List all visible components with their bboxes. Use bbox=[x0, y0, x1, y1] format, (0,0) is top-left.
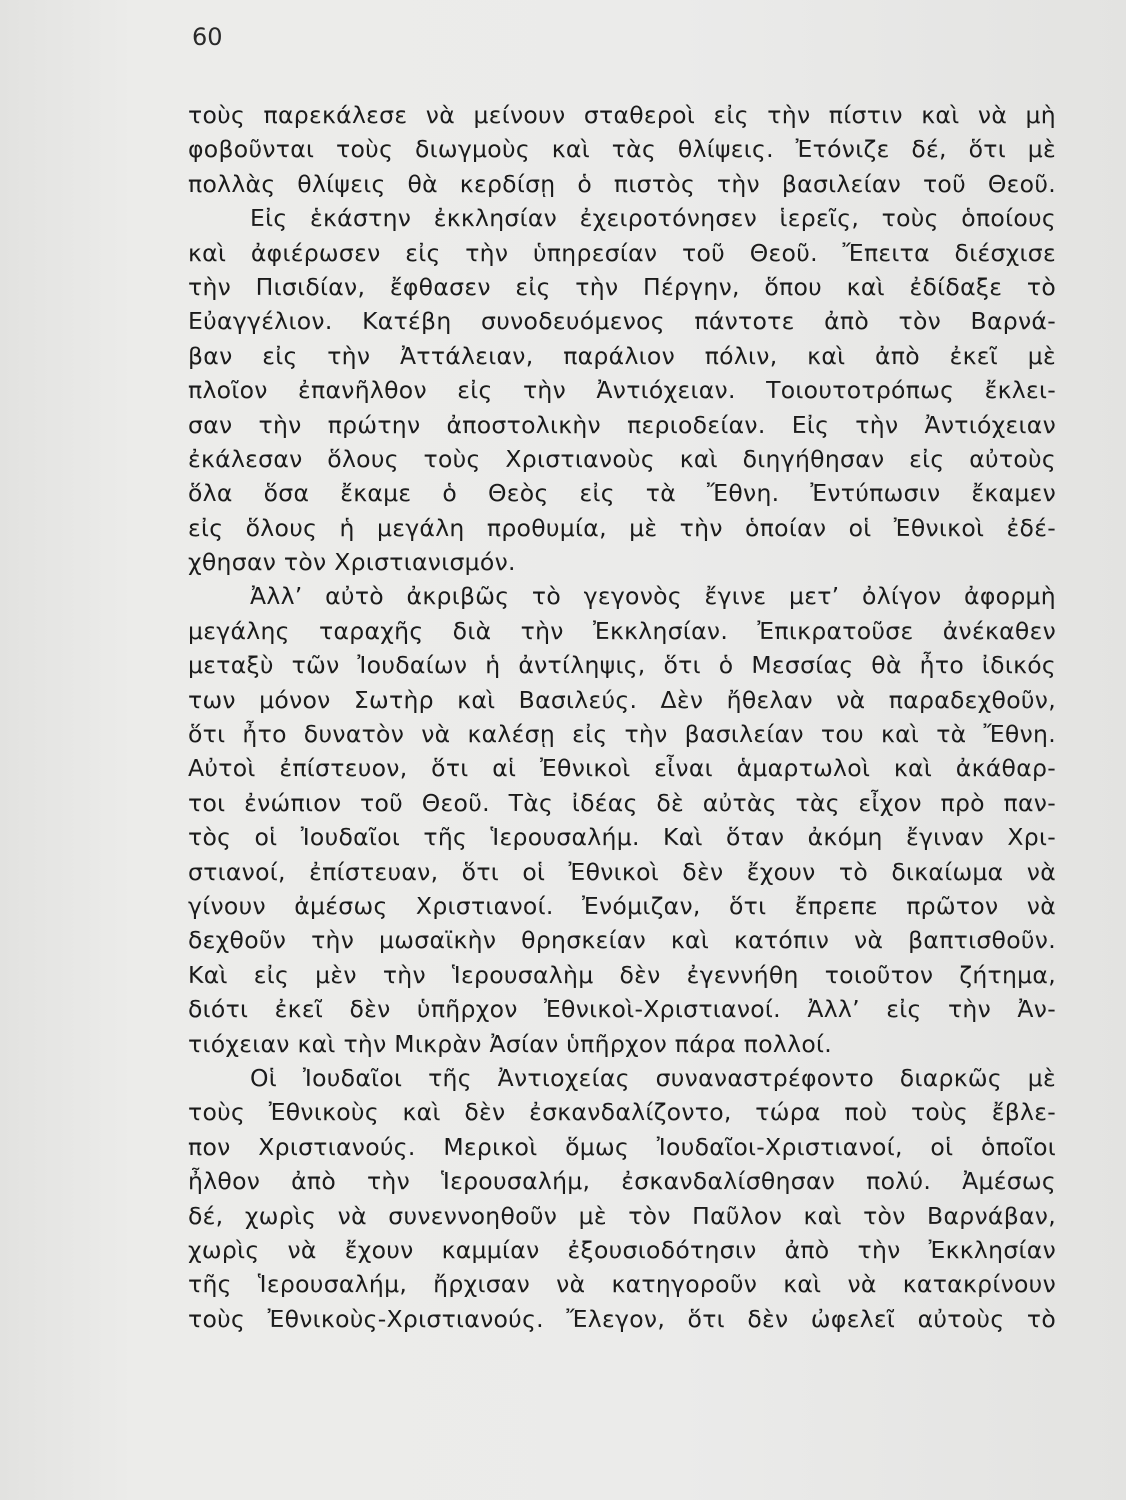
page-number: 60 bbox=[192, 23, 223, 51]
text-line: μεταξὺ τῶν Ἰουδαίων ἡ ἀντίληψις, ὅτι ὁ Μεσσίας θὰ ἦτο ἰδικός bbox=[188, 651, 1056, 680]
text-line: Καὶ εἰς μὲν τὴν Ἱερουσαλὴμ δὲν ἐγεννήθη τοιοῦτον ζήτημα, bbox=[188, 960, 1056, 989]
text-line: χωρὶς νὰ ἔχουν καμμίαν ἐξουσιοδότησιν ἀπὸ τὴν Ἐκκλησίαν bbox=[188, 1235, 1056, 1264]
text-line: δεχθοῦν τὴν μωσαϊκὴν θρησκείαν καὶ κατόπιν νὰ βαπτισθοῦν. bbox=[188, 926, 1056, 955]
text-line: τὸς οἱ Ἰουδαῖοι τῆς Ἱερουσαλήμ. Καὶ ὅταν ἀκόμη ἔγιναν Χρι- bbox=[188, 823, 1056, 852]
text-line: Εἰς ἑκάστην ἐκκλησίαν ἐχειροτόνησεν ἱερεῖς, τοὺς ὁποίους bbox=[250, 204, 1056, 233]
text-line: στιανοί, ἐπίστευαν, ὅτι οἱ Ἐθνικοὶ δὲν ἔχουν τὸ δικαίωμα νὰ bbox=[188, 857, 1056, 886]
text-line: των μόνον Σωτὴρ καὶ Βασιλεύς. Δὲν ἤθελαν νὰ παραδεχθοῦν, bbox=[188, 685, 1056, 714]
text-line: πολλὰς θλίψεις θὰ κερδίσῃ ὁ πιστὸς τὴν βασιλείαν τοῦ Θεοῦ. bbox=[188, 169, 1056, 198]
text-line: διότι ἐκεῖ δὲν ὑπῆρχον Ἐθνικοὶ-Χριστιανοί. Ἀλλ’ εἰς τὴν Ἀν- bbox=[188, 995, 1056, 1024]
text-line: Ἀλλ’ αὐτὸ ἀκριβῶς τὸ γεγονὸς ἔγινε μετ’ ὀλίγον ἀφορμὴ bbox=[250, 582, 1056, 611]
text-line: τοὺς παρεκάλεσε νὰ μείνουν σταθεροὶ εἰς τὴν πίστιν καὶ νὰ μὴ bbox=[188, 101, 1056, 129]
text-line: πον Χριστιανούς. Μερικοὶ ὅμως Ἰουδαῖοι-Χριστιανοί, οἱ ὁποῖοι bbox=[188, 1132, 1056, 1161]
text-line: Οἱ Ἰουδαῖοι τῆς Ἀντιοχείας συναναστρέφοντο διαρκῶς μὲ bbox=[250, 1063, 1056, 1092]
text-line: Αὐτοὶ ἐπίστευον, ὅτι αἱ Ἐθνικοὶ εἶναι ἁμαρτωλοὶ καὶ ἀκάθαρ- bbox=[188, 754, 1056, 783]
text-line: τιόχειαν καὶ τὴν Μικρὰν Ἀσίαν ὑπῆρχον πάρα πολλοί. bbox=[188, 1029, 833, 1058]
text-line: φοβοῦνται τοὺς διωγμοὺς καὶ τὰς θλίψεις. Ἐτόνιζε δέ, ὅτι μὲ bbox=[188, 135, 1056, 164]
text-line: ὅλα ὅσα ἔκαμε ὁ Θεὸς εἰς τὰ Ἔθνη. Ἐντύπωσιν ἔκαμεν bbox=[188, 479, 1056, 508]
text-line: τοὺς Ἐθνικοὺς καὶ δὲν ἐσκανδαλίζοντο, τώρα ποὺ τοὺς ἔβλε- bbox=[188, 1098, 1056, 1127]
text-line: τοι ἐνώπιον τοῦ Θεοῦ. Τὰς ἰδέας δὲ αὐτὰς τὰς εἶχον πρὸ παν- bbox=[188, 788, 1056, 817]
text-line: χθησαν τὸν Χριστιανισμόν. bbox=[188, 548, 516, 577]
text-line: ὅτι ἦτο δυνατὸν νὰ καλέσῃ εἰς τὴν βασιλείαν του καὶ τὰ Ἔθνη. bbox=[188, 720, 1056, 749]
text-line: ἦλθον ἀπὸ τὴν Ἱερουσαλήμ, ἐσκανδαλίσθησαν πολύ. Ἀμέσως bbox=[188, 1167, 1056, 1196]
text-line: τὴν Πισιδίαν, ἔφθασεν εἰς τὴν Πέργην, ὅπου καὶ ἐδίδαξε τὸ bbox=[188, 272, 1056, 301]
text-line: τοὺς Ἐθνικοὺς-Χριστιανούς. Ἔλεγον, ὅτι δὲν ὠφελεῖ αὐτοὺς τὸ bbox=[188, 1304, 1056, 1333]
text-line: ἐκάλεσαν ὅλους τοὺς Χριστιανοὺς καὶ διηγήθησαν εἰς αὐτοὺς bbox=[188, 444, 1056, 473]
text-line: τῆς Ἱερουσαλήμ, ἤρχισαν νὰ κατηγοροῦν καὶ νὰ κατακρίνουν bbox=[188, 1270, 1056, 1299]
text-line: γίνουν ἀμέσως Χριστιανοί. Ἐνόμιζαν, ὅτι ἔπρεπε πρῶτον νὰ bbox=[188, 891, 1056, 920]
body-text bbox=[188, 98, 1056, 1336]
text-line: πλοῖον ἐπανῆλθον εἰς τὴν Ἀντιόχειαν. Τοιουτοτρόπως ἔκλει- bbox=[188, 376, 1056, 405]
text-line: Εὐαγγέλιον. Κατέβη συνοδευόμενος πάντοτε ἀπὸ τὸν Βαρνά- bbox=[188, 307, 1056, 336]
text-line: μεγάλης ταραχῆς διὰ τὴν Ἐκκλησίαν. Ἐπικρατοῦσε ἀνέκαθεν bbox=[188, 616, 1056, 645]
text-line: δέ, χωρὶς νὰ συνεννοηθοῦν μὲ τὸν Παῦλον καὶ τὸν Βαρνάβαν, bbox=[188, 1201, 1056, 1230]
text-line: βαν εἰς τὴν Ἀττάλειαν, παράλιον πόλιν, καὶ ἀπὸ ἐκεῖ μὲ bbox=[188, 341, 1056, 370]
text-line: καὶ ἀφιέρωσεν εἰς τὴν ὑπηρεσίαν τοῦ Θεοῦ. Ἔπειτα διέσχισε bbox=[188, 238, 1056, 267]
text-line: εἰς ὅλους ἡ μεγάλη προθυμία, μὲ τὴν ὁποίαν οἱ Ἐθνικοὶ ἐδέ- bbox=[188, 513, 1056, 542]
text-line: σαν τὴν πρώτην ἀποστολικὴν περιοδείαν. Εἰς τὴν Ἀντιόχειαν bbox=[188, 410, 1056, 439]
